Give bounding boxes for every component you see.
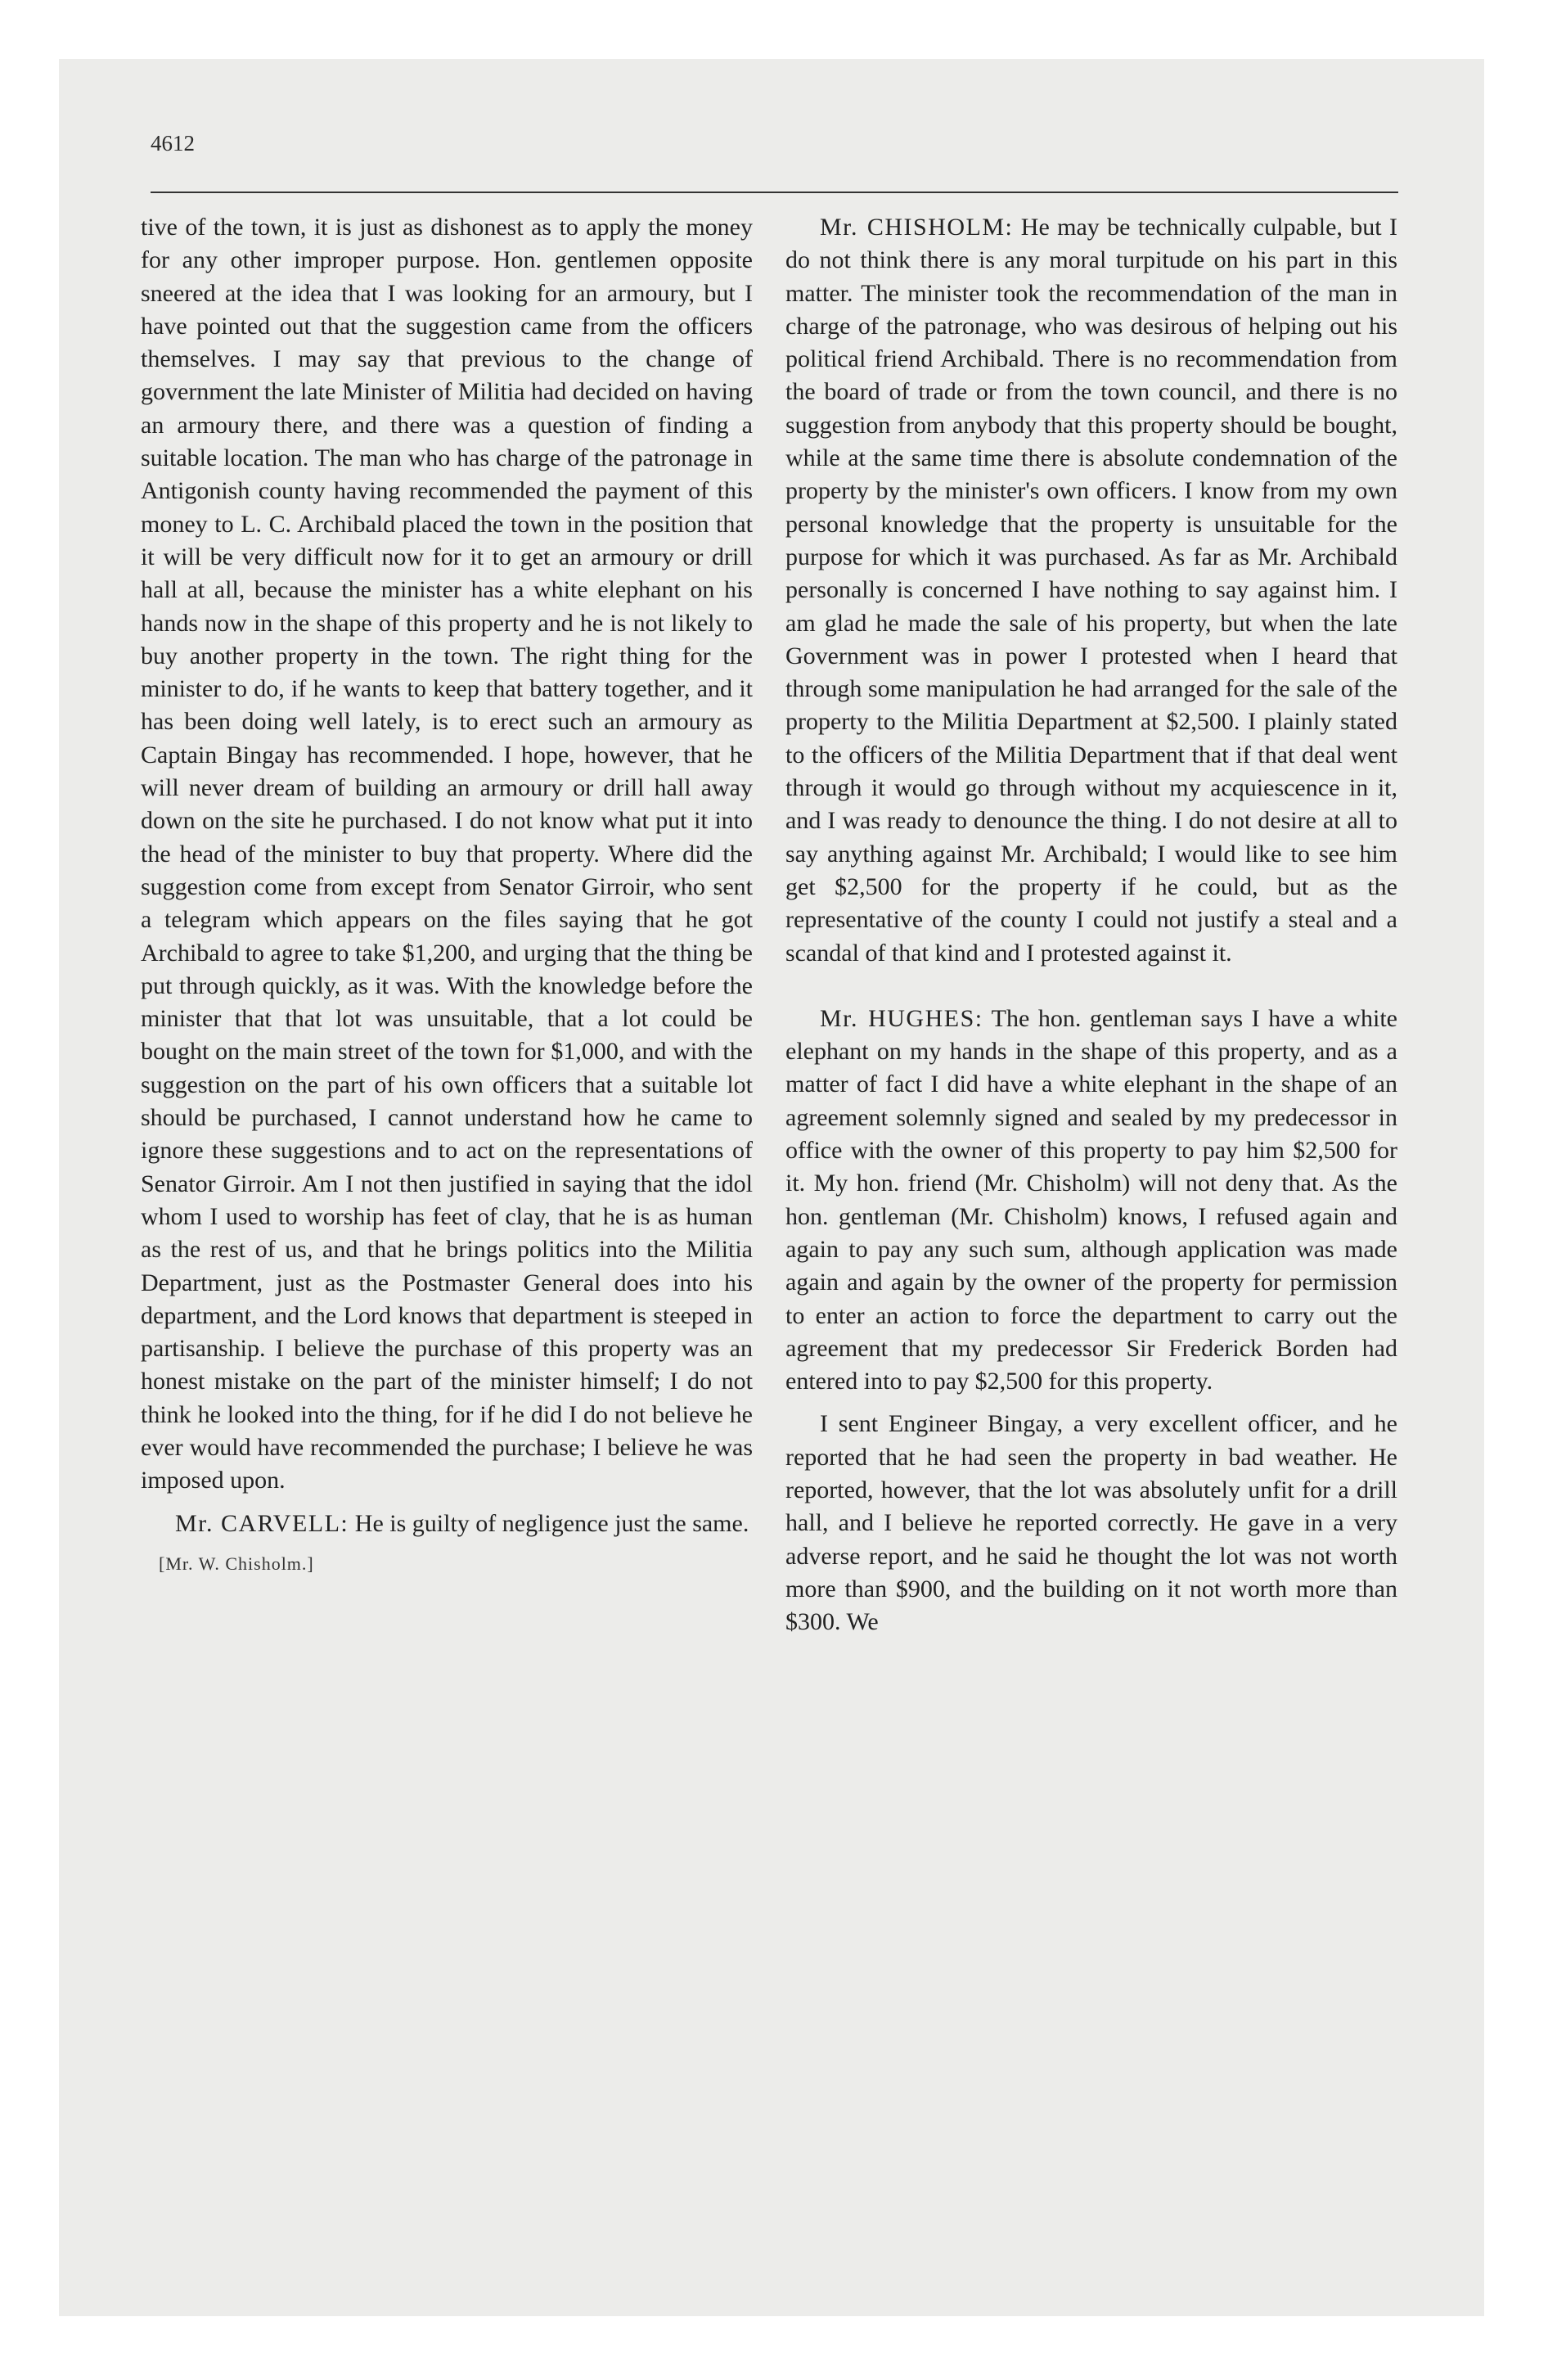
right-paragraph-2 [785, 1003, 1397, 1399]
speech-text: He is guilty of negligence just the same. [349, 1509, 749, 1537]
speech-text: He may be technically culpable, but I do not think there is any moral turpitude on his part in this matter. The minister took the recommendation of the man in charge of the patronage, who was desirous of helping out his political friend Archibald. There is no recommendation from the board of trade or from the town council, and there is no suggestion from anybody that this property should be bought, while at the same time there is absolute condemnation of the property by the minister's own officers. I know from my own personal knowledge that the property is unsuitable for the purpose for which it was purchased. As far as Mr. Archibald personally is concerned I have nothing to say against him. I am glad he made the sale of his property, but when the late Government was in power I protested when I heard that through some manipulation he had arranged for the sale of the property to the Militia Department at $2,500. I plainly stated to the officers of the Militia Department that if that deal went through it would go through without my acquiescence in it, and I was ready to denounce the thing. I do not desire at all to say anything against Mr. Archibald; I would like to see him get $2,500 for the property if he could, but as the representative of the county I could not justify a steal and a scandal of that kind and I protested against it. [785, 214, 1397, 967]
left-paragraph-1: tive of the town, it is just as dishonest as to apply the money for any other improper purpose. Hon. gentlemen opposite sneered at the idea that I was looking for an armoury, but I have pointed out that the suggestion came from the officers themselves. I may say that previous to the change of government the late Minister of Militia had decided on having an armoury there, and there was a question of finding a suitable location. The man who has charge of the patronage in Antigonish county having recommended the payment of this money to L. C. Archibald placed the town in the position that it will be very difficult now for it to get an armoury or drill hall at all, because the minister has a white elephant on his hands now in the shape of this property and he is not likely to buy another property in the town. The right thing for the minister to do, if he wants to keep that battery together, and it has been doing well lately, is to erect such an armoury as Captain Bingay has recommended. I hope, however, that he will never dream of building an armoury or drill hall away down on the site he purchased. I do not know what put it into the head of the minister to buy that property. Where did the suggestion come from except from Senator Girroir, who sent a telegram which appears on the files saying that he got Archibald to agree to take $1,200, and urging that the thing be put through quickly, as it was. With the knowledge before the minister that that lot was unsuitable, that a lot could be bought on the main street of the town for $1,000, and with the suggestion on the part of his own officers that a suitable lot should be purchased, I cannot understand how he came to ignore these suggestions and to act on the representations of Senator Girroir. Am I not then justified in saying that the idol whom I used to worship has feet of clay, that he is as human as the rest of us, and that he brings politics into the Militia Department, just as the Postmaster General does into his department, and the Lord knows that department is steeped in partisanship. I believe the purchase of this property was an honest mistake on the part of the minister himself; I do not think he looked into the thing, for if he did I do not believe he ever would have recommended the purchase; I believe he was imposed upon. [141, 214, 753, 1494]
speech-text: The hon. gentleman says I have a white elephant on my hands in the shape of this property, and as a matter of fact I did have a white elephant in the shape of an agreement solemnly signed and sealed by my predecessor in office with the owner of this property to pay him $2,500 for it. My hon. friend (Mr. Chisholm) will not deny that. As the hon. gentleman (Mr. Chisholm) knows, I refused again and again to pay any such sum, although application was made again and again by the owner of the property for permission to enter an action to force the department to carry out the agreement that my predecessor Sir Frederick Borden had entered into to pay $2,500 for this property. [785, 1004, 1397, 1395]
right-paragraph-3: I sent Engineer Bingay, a very excellent officer, and he reported that he had seen the property in bad weather. He reported, however, that the lot was absolutely unfit for a drill hall, and I believe he reported correctly. He gave in a very adverse report, and he said he thought the lot was not worth more than $900, and the building on it not worth more than $300. We [785, 1410, 1397, 1636]
left-paragraph-2 [141, 1508, 753, 1540]
speaker-name: Mr. CARVELL: [175, 1509, 349, 1537]
left-column [141, 211, 753, 1576]
footer-speaker-note: [Mr. W. Chisholm.] [159, 1553, 314, 1574]
speaker-name: Mr. CHISHOLM: [820, 214, 1014, 241]
speaker-name: Mr. HUGHES: [820, 1004, 983, 1032]
header-rule [151, 192, 1398, 193]
right-column [785, 211, 1397, 1639]
page-number: 4612 [151, 131, 195, 156]
right-paragraph-1 [785, 211, 1397, 970]
